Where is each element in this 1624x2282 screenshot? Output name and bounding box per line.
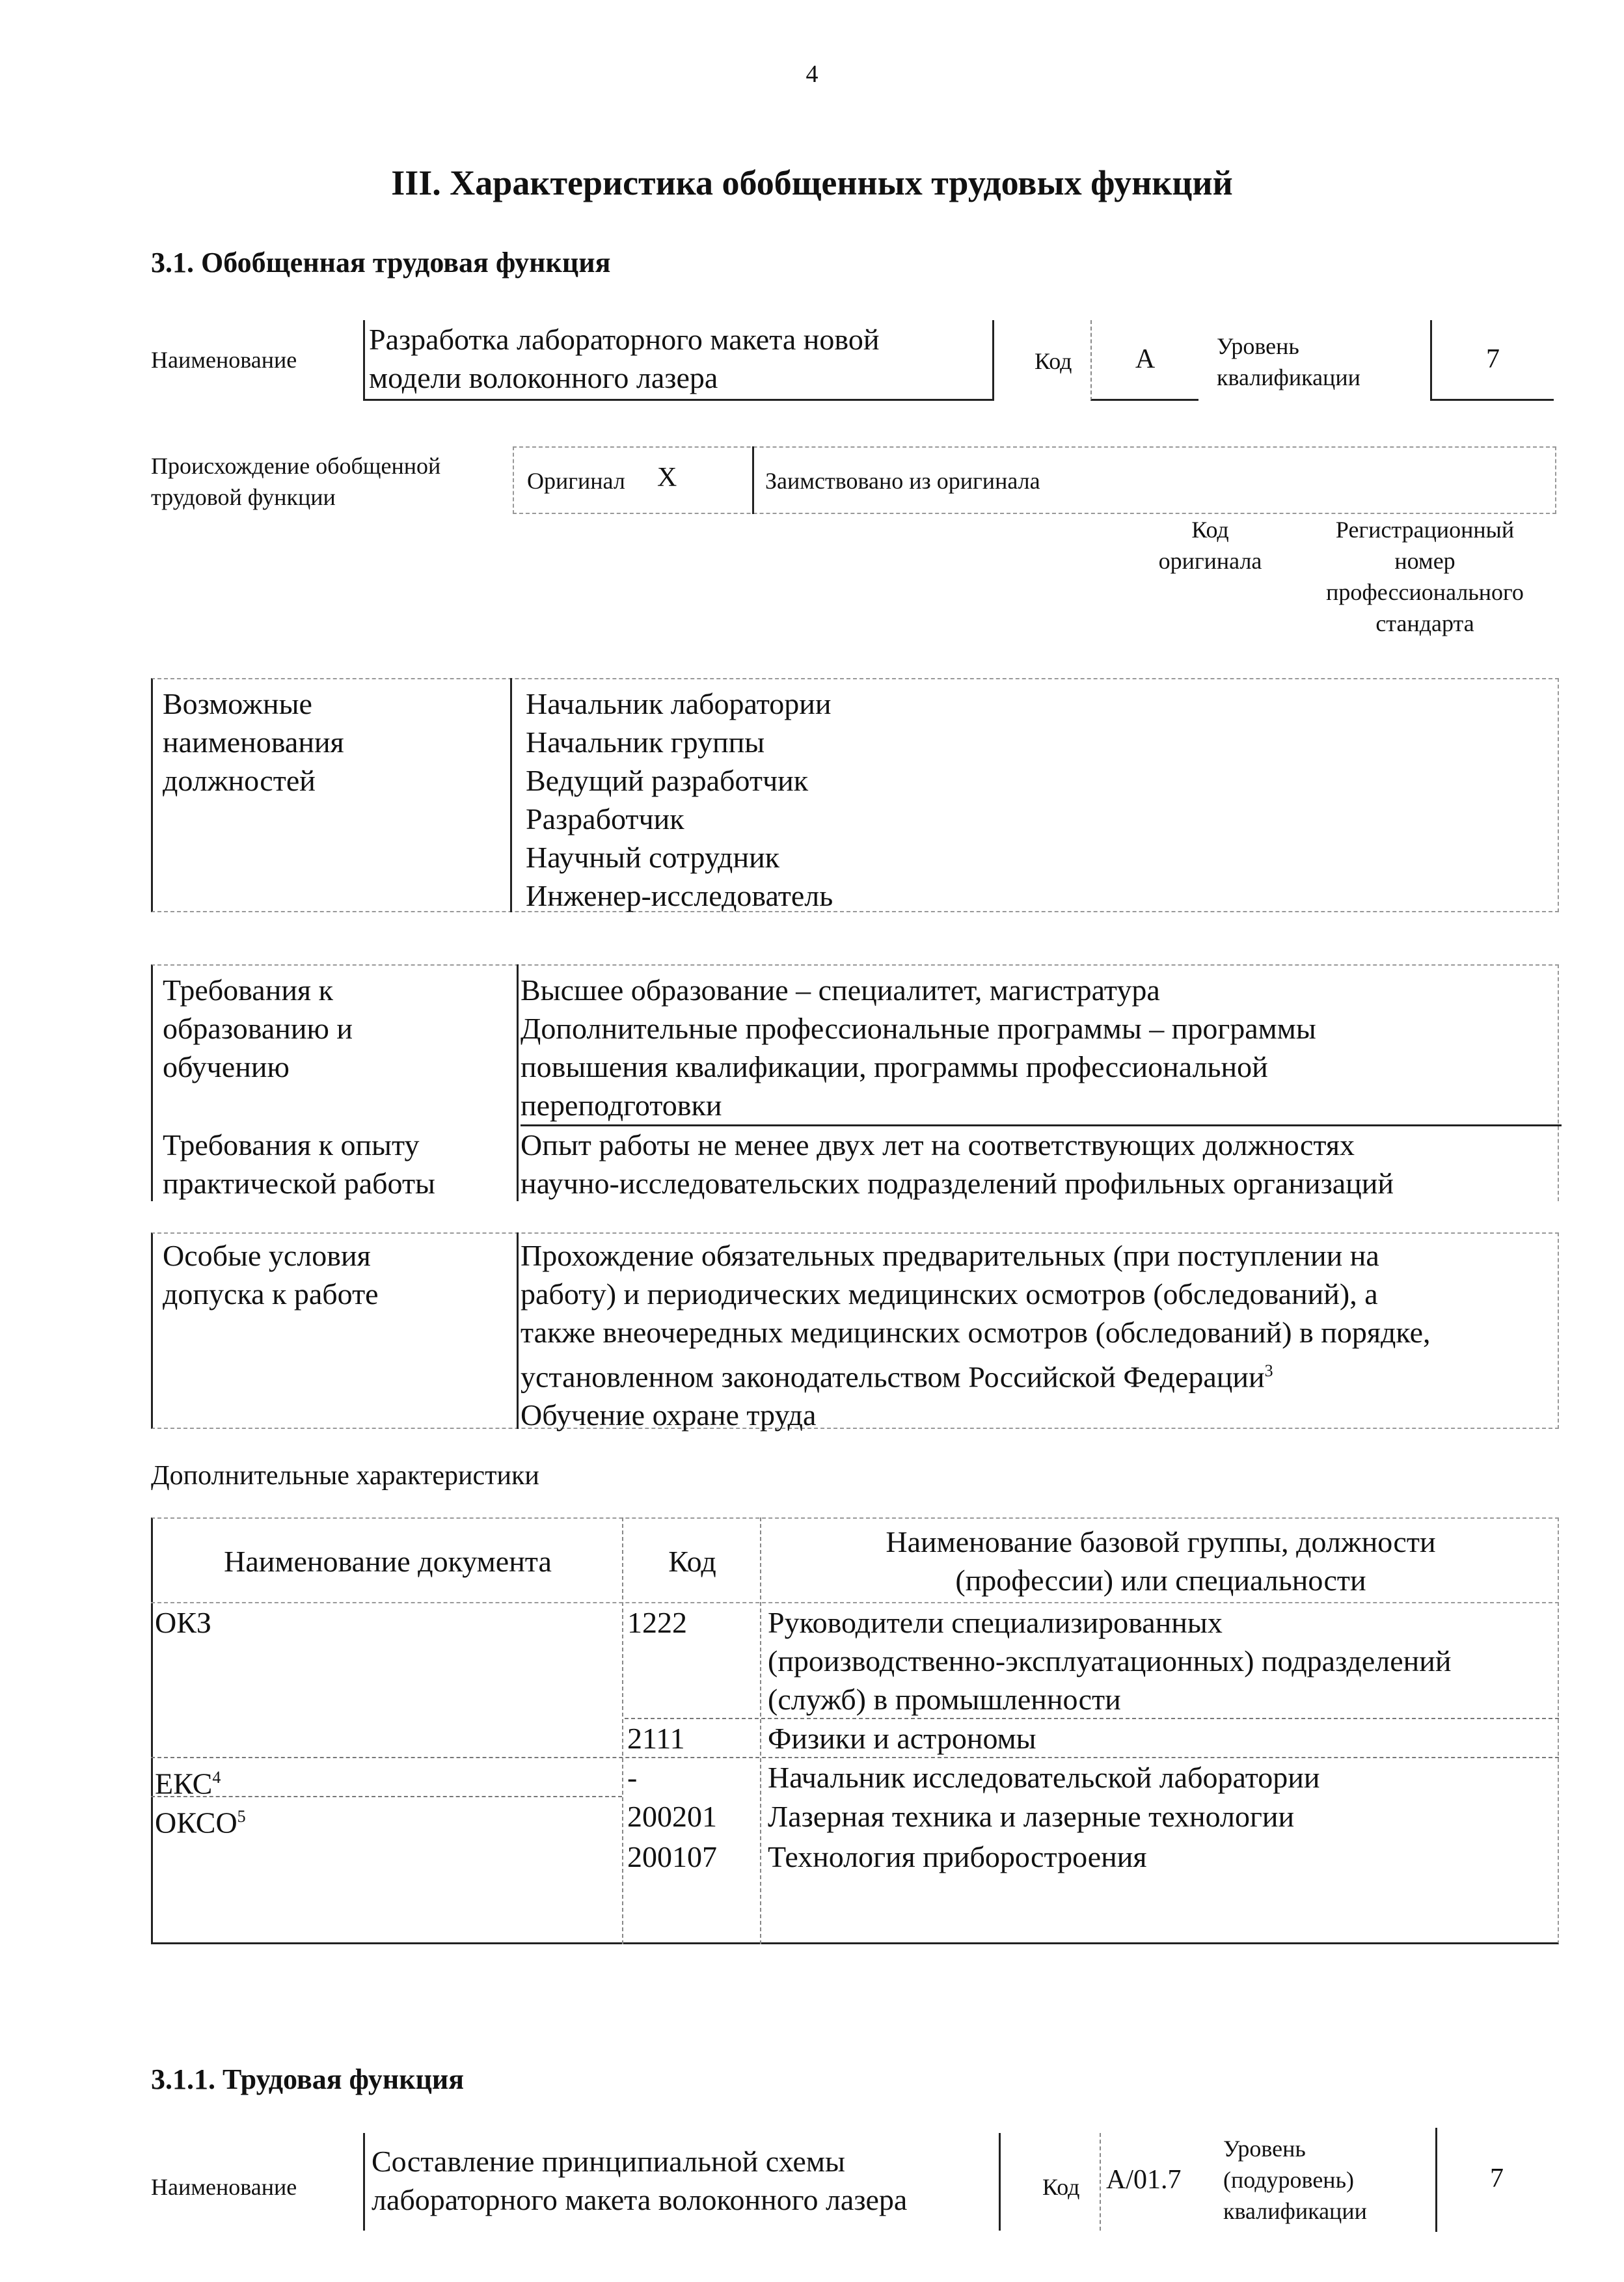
experience-label <box>163 1126 435 1202</box>
tf-code-value: А/01.7 <box>1100 2133 1210 2231</box>
additional-row-doc: ОКЗ <box>155 1606 211 1639</box>
origin-label-line: трудовой функции <box>151 484 336 510</box>
positions-label <box>163 685 344 800</box>
origin-label <box>151 450 440 513</box>
special-line <box>521 1352 1431 1396</box>
gtf-name-box <box>363 320 994 401</box>
origin-reg-number-line: стандарта <box>1375 610 1474 636</box>
special-line: Обучение охране труда <box>521 1398 817 1432</box>
gtf-name-line: Разработка лабораторного макета новой <box>369 323 880 356</box>
additional-header-name-line: (профессии) или специальности <box>955 1564 1366 1597</box>
origin-reg-number <box>1295 514 1555 639</box>
positions-label-line: Возможные <box>163 687 312 720</box>
special-line: Прохождение обязательных предварительных (при поступлении на <box>521 1239 1379 1272</box>
footnote-mark: 3 <box>1264 1361 1273 1380</box>
experience-label-line: Требования к опыту <box>163 1128 420 1161</box>
education-label <box>163 971 353 1086</box>
additional-row-sep <box>625 1718 1559 1719</box>
additional-header-name-line: Наименование базовой группы, должности <box>886 1525 1436 1558</box>
tf-heading: 3.1.1. Трудовая функция <box>151 2063 465 2095</box>
education-text <box>521 971 1316 1124</box>
page-number: 4 <box>805 61 819 88</box>
additional-row-name: Лазерная техника и лазерные технологии <box>768 1800 1295 1833</box>
additional-row-code: - <box>627 1761 638 1794</box>
position-item: Инженер-исследователь <box>526 879 833 912</box>
tf-name-label: Наименование <box>151 2174 297 2200</box>
additional-row-doc <box>155 1797 246 1841</box>
tf-level-value: 7 <box>1435 2128 1556 2232</box>
origin-reg-number-line: номер <box>1394 548 1455 574</box>
positions-table <box>151 678 1559 912</box>
special-line: работу) и периодических медицинских осмотров (обследований), а <box>521 1277 1378 1311</box>
additional-row-doc-text: ОКСО <box>155 1806 237 1840</box>
gtf-name-line: модели волоконного лазера <box>369 361 718 394</box>
origin-original-mark: X <box>657 463 677 493</box>
position-item: Разработчик <box>526 802 684 835</box>
tf-name-line: Составление принципиальной схемы <box>372 2145 845 2178</box>
additional-row-name-line: Руководители специализированных <box>768 1606 1223 1639</box>
special-line: также внеочередных медицинских осмотров (обследований) в порядке, <box>521 1316 1431 1349</box>
positions-label-line: должностей <box>163 764 316 797</box>
positions-list <box>526 685 833 915</box>
special-label-line: допуска к работе <box>163 1277 379 1311</box>
experience-text <box>521 1126 1394 1202</box>
section-title: III. Характеристика обобщенных трудовых функций <box>391 163 1233 202</box>
origin-reg-number-line: профессионального <box>1326 579 1524 605</box>
requirements-divider <box>517 964 519 1201</box>
special-label-line: Особые условия <box>163 1239 371 1272</box>
tf-level-label-line: Уровень <box>1223 2136 1306 2162</box>
gtf-heading: 3.1. Обобщенная трудовая функция <box>151 247 611 278</box>
position-item: Начальник группы <box>526 726 765 759</box>
tf-name-box <box>363 2133 1001 2231</box>
special-divider <box>517 1232 519 1429</box>
origin-borrowed-label: Заимствовано из оригинала <box>765 468 1040 494</box>
tf-level-label <box>1223 2133 1367 2227</box>
origin-reg-number-line: Регистрационный <box>1335 517 1515 543</box>
additional-row-name: Технология приборостроения <box>768 1840 1147 1873</box>
experience-line: Опыт работы не менее двух лет на соответствующих должностях <box>521 1128 1355 1161</box>
additional-header-code: Код <box>668 1545 716 1578</box>
additional-row-doc-text: ЕКС <box>155 1767 213 1800</box>
education-line: переподготовки <box>521 1089 722 1122</box>
additional-row-code: 200107 <box>627 1840 717 1873</box>
education-line: Высшее образование – специалитет, магистратура <box>521 973 1160 1007</box>
position-item: Научный сотрудник <box>526 841 780 874</box>
additional-header-doc: Наименование документа <box>224 1545 552 1578</box>
additional-row-name-line: (производственно-эксплуатационных) подразделений <box>768 1644 1452 1678</box>
education-label-line: обучению <box>163 1050 290 1083</box>
origin-original-label: Оригинал <box>527 468 625 494</box>
origin-code-original <box>1132 514 1288 577</box>
footnote-mark: 4 <box>212 1768 221 1787</box>
special-line-text: установленном законодательством Российской Федерации <box>521 1360 1265 1394</box>
additional-row-code: 200201 <box>627 1800 717 1833</box>
gtf-level-label-line: Уровень <box>1217 333 1299 359</box>
position-item: Ведущий разработчик <box>526 764 809 797</box>
gtf-level-value: 7 <box>1430 320 1554 401</box>
special-text <box>521 1236 1431 1434</box>
special-label <box>163 1236 379 1313</box>
positions-divider <box>510 678 512 912</box>
experience-label-line: практической работы <box>163 1167 435 1200</box>
education-line: Дополнительные профессиональные программы – программы <box>521 1012 1316 1045</box>
gtf-level-label-line: квалификации <box>1217 364 1360 390</box>
origin-code-original-line: оригинала <box>1158 548 1262 574</box>
origin-label-line: Происхождение обобщенной <box>151 453 441 479</box>
additional-row-code: 2111 <box>627 1722 685 1755</box>
additional-row-name-line: (служб) в промышленности <box>768 1683 1121 1716</box>
tf-level-label-line: (подуровень) <box>1223 2167 1354 2193</box>
education-label-line: образованию и <box>163 1012 353 1045</box>
additional-header-name <box>763 1523 1559 1599</box>
additional-row-code: 1222 <box>627 1606 687 1639</box>
gtf-code-value: А <box>1090 320 1198 401</box>
origin-code-original-line: Код <box>1191 517 1229 543</box>
education-line: повышения квалификации, программы профессиональной <box>521 1050 1268 1083</box>
experience-line: научно-исследовательских подразделений профильных организаций <box>521 1167 1394 1200</box>
origin-divider <box>752 446 754 514</box>
gtf-level-label <box>1217 331 1360 393</box>
additional-title: Дополнительные характеристики <box>151 1461 539 1491</box>
additional-col-divider-2 <box>760 1517 761 1944</box>
position-item: Начальник лаборатории <box>526 687 832 720</box>
tf-level-label-line: квалификации <box>1223 2198 1367 2224</box>
footnote-mark: 5 <box>237 1807 246 1826</box>
education-label-line: Требования к <box>163 973 333 1007</box>
tf-code-label: Код <box>1042 2174 1080 2200</box>
gtf-name-label: Наименование <box>151 347 297 373</box>
additional-row-name <box>768 1603 1451 1718</box>
additional-row-name: Начальник исследовательской лаборатории <box>768 1761 1320 1794</box>
additional-col-divider-1 <box>622 1517 623 1944</box>
tf-name-line: лабораторного макета волоконного лазера <box>372 2183 908 2216</box>
positions-label-line: наименования <box>163 726 344 759</box>
gtf-code-label: Код <box>1035 348 1072 374</box>
additional-row-name: Физики и астрономы <box>768 1722 1036 1755</box>
